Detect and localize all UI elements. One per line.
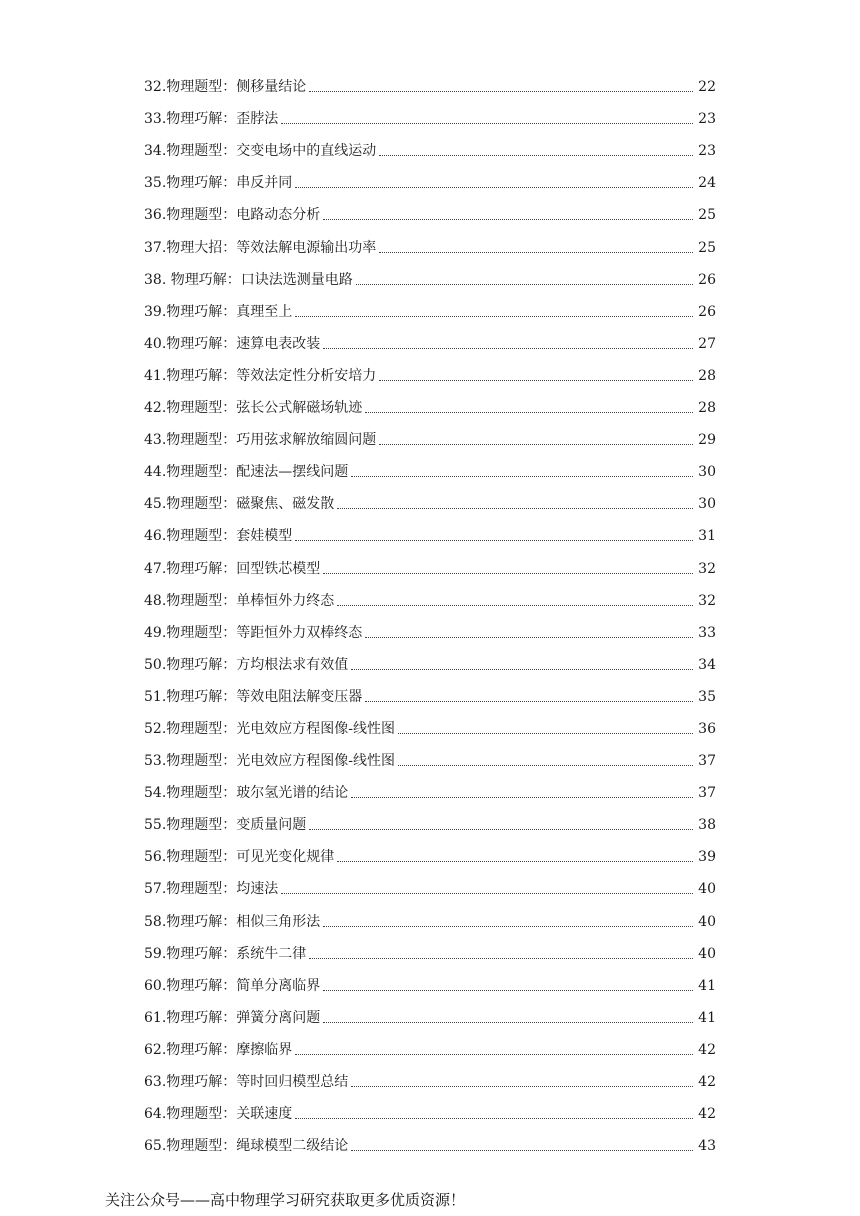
toc-entry-title: 45.物理题型：磁聚焦、磁发散 bbox=[144, 496, 335, 513]
toc-entry-page: 28 bbox=[698, 400, 716, 417]
toc-entry[interactable] bbox=[144, 674, 716, 706]
toc-entry[interactable] bbox=[144, 385, 716, 417]
toc-entry[interactable] bbox=[144, 224, 716, 256]
toc-entry-title: 32.物理题型：侧移量结论 bbox=[144, 79, 307, 96]
toc-leader-dots bbox=[379, 155, 693, 156]
toc-entry-title: 57.物理题型：均速法 bbox=[144, 881, 279, 898]
toc-entry-page: 40 bbox=[698, 881, 716, 898]
toc-entry-page: 40 bbox=[698, 913, 716, 930]
toc-leader-dots bbox=[295, 316, 693, 317]
toc-entry-title: 48.物理题型：单棒恒外力终态 bbox=[144, 592, 335, 609]
toc-entry-page: 39 bbox=[698, 849, 716, 866]
toc-entry-page: 42 bbox=[698, 1041, 716, 1058]
toc-entry-page: 42 bbox=[698, 1074, 716, 1090]
toc-entry[interactable] bbox=[144, 321, 716, 353]
toc-entry[interactable] bbox=[144, 610, 716, 642]
toc-entry-title: 63.物理巧解：等时回归模型总结 bbox=[144, 1074, 349, 1090]
toc-leader-dots bbox=[365, 637, 693, 638]
toc-leader-dots bbox=[398, 733, 693, 734]
toc-leader-dots bbox=[309, 958, 693, 959]
toc-leader-dots bbox=[351, 797, 693, 798]
toc-entry-title: 50.物理巧解：方均根法求有效值 bbox=[144, 656, 349, 673]
toc-entry[interactable] bbox=[144, 642, 716, 674]
toc-entry-title: 46.物理题型：套娃模型 bbox=[144, 528, 293, 545]
toc-entry-page: 35 bbox=[698, 688, 716, 705]
toc-leader-dots bbox=[323, 990, 693, 991]
toc-entry-page: 30 bbox=[698, 496, 716, 513]
toc-entry[interactable] bbox=[144, 513, 716, 545]
toc-entry-title: 43.物理题型：巧用弦求解放缩圆问题 bbox=[144, 432, 377, 449]
footer-note: 关注公众号——高中物理学习研究获取更多优质资源！ bbox=[105, 1191, 466, 1209]
toc-leader-dots bbox=[351, 669, 693, 670]
toc-entry-title: 56.物理题型：可见光变化规律 bbox=[144, 849, 335, 866]
toc-entry[interactable] bbox=[144, 995, 716, 1027]
toc-leader-dots bbox=[398, 765, 693, 766]
toc-leader-dots bbox=[295, 1054, 693, 1055]
toc-leader-dots bbox=[295, 187, 693, 188]
toc-leader-dots bbox=[356, 284, 693, 285]
toc-entry-page: 31 bbox=[698, 528, 716, 545]
toc-entry[interactable] bbox=[144, 898, 716, 930]
toc-entry[interactable] bbox=[144, 1091, 716, 1123]
toc-entry[interactable] bbox=[144, 802, 716, 834]
toc-entry-title: 54.物理题型：玻尔氢光谱的结论 bbox=[144, 785, 349, 802]
toc-entry-page: 34 bbox=[698, 656, 716, 673]
toc-entry-page: 26 bbox=[698, 271, 716, 288]
toc-entry-page: 37 bbox=[698, 785, 716, 802]
table-of-contents bbox=[144, 64, 716, 1155]
toc-entry[interactable] bbox=[144, 160, 716, 192]
toc-leader-dots bbox=[309, 91, 693, 92]
toc-entry[interactable] bbox=[144, 866, 716, 898]
toc-entry-page: 38 bbox=[698, 817, 716, 834]
toc-entry[interactable] bbox=[144, 192, 716, 224]
toc-entry-page: 37 bbox=[698, 753, 716, 770]
toc-entry-title: 64.物理题型：关联速度 bbox=[144, 1106, 293, 1123]
toc-entry-title: 40.物理巧解：速算电表改装 bbox=[144, 335, 321, 352]
toc-entry-title: 39.物理巧解：真理至上 bbox=[144, 303, 293, 320]
toc-entry-page: 40 bbox=[698, 945, 716, 962]
toc-entry-title: 37.物理大招：等效法解电源输出功率 bbox=[144, 239, 377, 256]
toc-entry[interactable] bbox=[144, 1059, 716, 1091]
toc-entry[interactable] bbox=[144, 128, 716, 160]
toc-entry[interactable] bbox=[144, 481, 716, 513]
toc-entry-page: 32 bbox=[698, 560, 716, 577]
toc-leader-dots bbox=[281, 893, 693, 894]
toc-entry-page: 23 bbox=[698, 143, 716, 160]
toc-leader-dots bbox=[323, 573, 693, 574]
toc-entry[interactable] bbox=[144, 770, 716, 802]
toc-entry[interactable] bbox=[144, 931, 716, 963]
toc-entry-title: 55.物理题型：变质量问题 bbox=[144, 817, 307, 834]
toc-entry-title: 44.物理题型：配速法—摆线问题 bbox=[144, 464, 349, 481]
toc-entry-title: 47.物理巧解：回型铁芯模型 bbox=[144, 560, 321, 577]
toc-entry-page: 27 bbox=[698, 335, 716, 352]
toc-leader-dots bbox=[337, 605, 693, 606]
toc-entry-title: 33.物理巧解：歪脖法 bbox=[144, 111, 279, 128]
toc-leader-dots bbox=[365, 412, 693, 413]
toc-entry-title: 52.物理题型：光电效应方程图像-线性图 bbox=[144, 720, 395, 737]
toc-entry[interactable] bbox=[144, 1123, 716, 1155]
toc-leader-dots bbox=[365, 701, 693, 702]
toc-entry[interactable] bbox=[144, 96, 716, 128]
toc-entry-page: 25 bbox=[698, 239, 716, 256]
toc-leader-dots bbox=[351, 1086, 693, 1087]
toc-leader-dots bbox=[351, 1150, 693, 1151]
toc-entry[interactable] bbox=[144, 289, 716, 321]
toc-leader-dots bbox=[379, 444, 693, 445]
toc-entry-title: 60.物理巧解：简单分离临界 bbox=[144, 977, 321, 994]
toc-entry[interactable] bbox=[144, 738, 716, 770]
toc-entry[interactable] bbox=[144, 353, 716, 385]
toc-leader-dots bbox=[309, 829, 693, 830]
toc-entry-page: 24 bbox=[698, 175, 716, 192]
toc-entry-page: 43 bbox=[698, 1138, 716, 1155]
toc-leader-dots bbox=[379, 252, 693, 253]
toc-leader-dots bbox=[323, 1022, 693, 1023]
toc-entry-page: 32 bbox=[698, 592, 716, 609]
toc-entry-title: 49.物理题型：等距恒外力双棒终态 bbox=[144, 624, 363, 641]
toc-entry[interactable] bbox=[144, 578, 716, 610]
toc-entry-page: 29 bbox=[698, 432, 716, 449]
toc-entry-title: 62.物理巧解：摩擦临界 bbox=[144, 1041, 293, 1058]
toc-leader-dots bbox=[351, 476, 693, 477]
toc-entry-title: 42.物理题型：弦长公式解磁场轨迹 bbox=[144, 400, 363, 417]
toc-entry[interactable] bbox=[144, 257, 716, 289]
toc-entry-title: 53.物理题型：光电效应方程图像-线性图 bbox=[144, 753, 395, 770]
toc-entry-page: 36 bbox=[698, 720, 716, 737]
toc-entry-page: 25 bbox=[698, 207, 716, 224]
toc-entry-title: 58.物理巧解：相似三角形法 bbox=[144, 913, 321, 930]
toc-leader-dots bbox=[337, 508, 693, 509]
toc-entry[interactable] bbox=[144, 449, 716, 481]
toc-leader-dots bbox=[295, 540, 693, 541]
toc-leader-dots bbox=[323, 348, 693, 349]
toc-entry-page: 23 bbox=[698, 111, 716, 128]
toc-leader-dots bbox=[337, 861, 693, 862]
toc-entry[interactable] bbox=[144, 64, 716, 96]
toc-entry[interactable] bbox=[144, 1027, 716, 1059]
toc-entry-page: 26 bbox=[698, 303, 716, 320]
toc-entry[interactable] bbox=[144, 963, 716, 995]
toc-entry-page: 42 bbox=[698, 1106, 716, 1123]
toc-entry-title: 61.物理巧解：弹簧分离问题 bbox=[144, 1009, 321, 1026]
toc-entry-page: 41 bbox=[698, 1009, 716, 1026]
toc-entry-title: 65.物理题型：绳球模型二级结论 bbox=[144, 1138, 349, 1155]
toc-entry-page: 41 bbox=[698, 977, 716, 994]
toc-entry[interactable] bbox=[144, 417, 716, 449]
toc-entry[interactable] bbox=[144, 834, 716, 866]
toc-entry-title: 59.物理巧解：系统牛二律 bbox=[144, 945, 307, 962]
toc-entry-title: 51.物理巧解：等效电阻法解变压器 bbox=[144, 688, 363, 705]
toc-entry-page: 28 bbox=[698, 367, 716, 384]
toc-leader-dots bbox=[379, 380, 693, 381]
toc-entry[interactable] bbox=[144, 545, 716, 577]
toc-leader-dots bbox=[323, 219, 693, 220]
toc-entry-title: 38. 物理巧解：口诀法选测量电路 bbox=[144, 271, 353, 288]
toc-leader-dots bbox=[323, 926, 693, 927]
toc-entry-title: 35.物理巧解：串反并同 bbox=[144, 175, 293, 192]
toc-entry[interactable] bbox=[144, 706, 716, 738]
toc-leader-dots bbox=[295, 1118, 693, 1119]
toc-entry-page: 33 bbox=[698, 624, 716, 641]
toc-leader-dots bbox=[281, 123, 693, 124]
toc-entry-title: 34.物理题型：交变电场中的直线运动 bbox=[144, 143, 377, 160]
toc-entry-title: 41.物理巧解：等效法定性分析安培力 bbox=[144, 367, 377, 384]
toc-entry-page: 22 bbox=[698, 79, 716, 96]
toc-entry-title: 36.物理题型：电路动态分析 bbox=[144, 207, 321, 224]
toc-entry-page: 30 bbox=[698, 464, 716, 481]
